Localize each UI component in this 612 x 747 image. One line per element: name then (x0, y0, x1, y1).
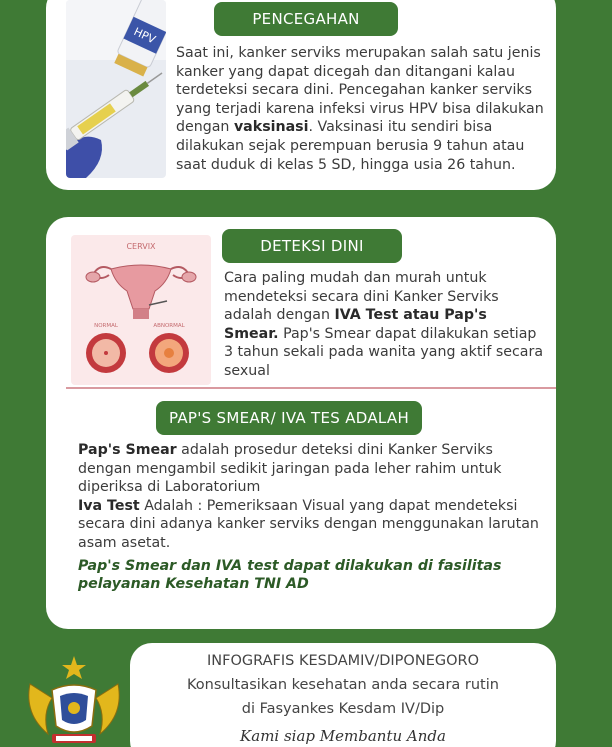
svg-text:CERVIX: CERVIX (126, 242, 156, 251)
pencegahan-text: Saat ini, kanker serviks merupakan salah satu jenis kanker yang dapat dicegah dan ditangani kalau terdeteksi secara dini. Pencegahan kanker serviks yang terjadi karena infeksi virus HPV bisa dilakukan dengan vaksinasi. Vaksinasi itu sendiri bisa dilakukan sejak perempuan berusia 9 tahun atau saat duduk di kelas 5 SD, hingga usia 26 tahun. (176, 45, 544, 173)
svg-text:NORMAL: NORMAL (94, 323, 118, 329)
pencegahan-card (46, 0, 556, 190)
syringe-vaccine-image (66, 0, 166, 178)
section-divider (66, 387, 556, 389)
facility-note: Pap's Smear dan IVA test dapat dilakukan di fasilitas pelayanan Kesehatan TNI AD (78, 557, 502, 593)
deteksi-card (46, 217, 556, 629)
footer-tagline: Kami siap Membantu Anda (240, 727, 446, 745)
svg-text:ABNORMAL: ABNORMAL (153, 323, 185, 329)
deteksi-text: Cara paling mudah dan murah untuk mendeteksi secara dini Kanker Serviks adalah dengan IVA Test atau Pap's Smear. Pap's Smear dapat dilakukan setiap 3 tahun sekali pada wanita yang aktif secara sexual (224, 270, 544, 379)
papsmear-title: PAP'S SMEAR/ IVA TES ADALAH (156, 401, 422, 435)
cervix-illustration (71, 235, 211, 385)
pencegahan-title: PENCEGAHAN (214, 2, 398, 36)
footer-line2: di Fasyankes Kesdam IV/Dip (241, 701, 445, 717)
military-emblem-icon (22, 654, 126, 747)
papsmear-definition: Pap's Smear adalah prosedur deteksi dini Kanker Serviks dengan mengambil sedikit jaringan pada leher rahim untuk diperiksa di Laboratorium (78, 442, 502, 496)
svg-text:HPV: HPV (131, 25, 158, 47)
footer-title: INFOGRAFIS KESDAMIV/DIPONEGORO (207, 653, 479, 669)
papsmear-text (78, 441, 548, 594)
deteksi-title: DETEKSI DINI (222, 229, 402, 263)
footer-card (130, 643, 556, 747)
iva-definition: Iva Test Adalah : Pemeriksaan Visual yang dapat mendeteksi secara dini adanya kanker serviks dengan menggunakan larutan asam asetat. (78, 497, 539, 551)
footer-line1: Konsultasikan kesehatan anda secara rutin (187, 677, 499, 693)
